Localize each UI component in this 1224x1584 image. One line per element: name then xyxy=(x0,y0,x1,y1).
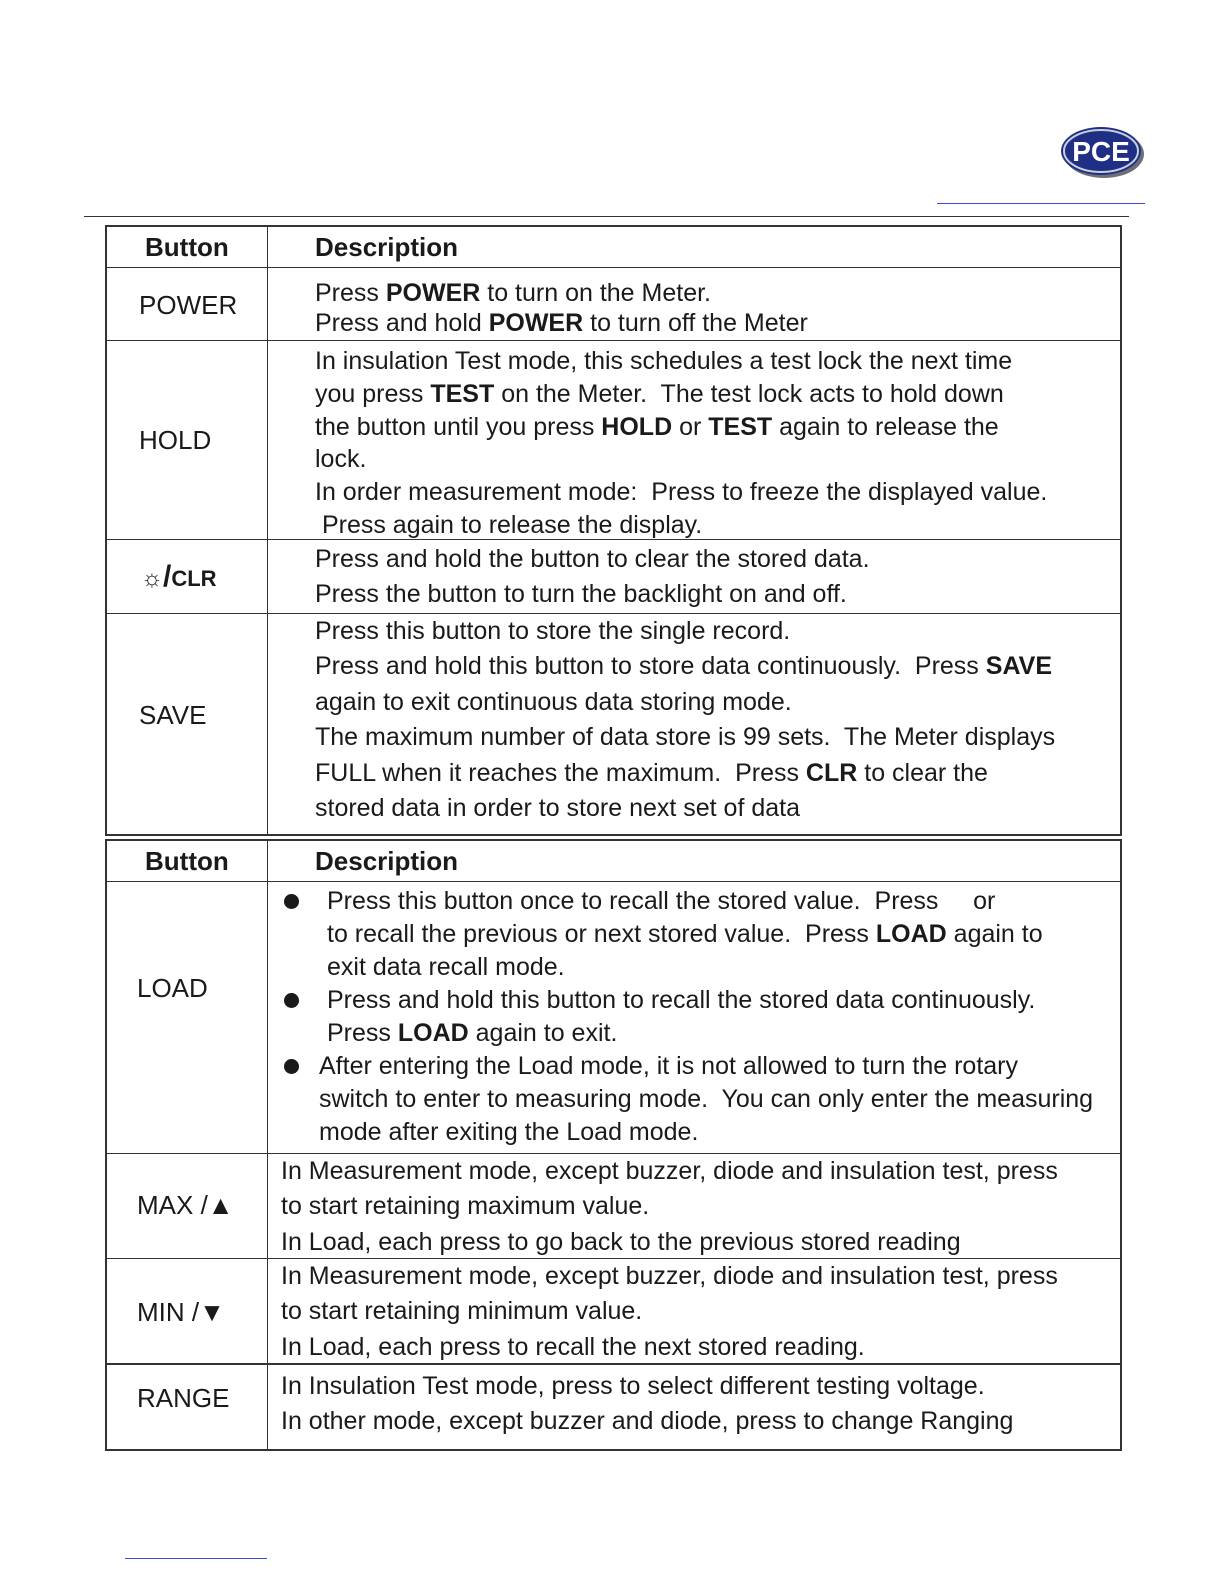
header-rule xyxy=(84,216,1129,217)
description-line: In Load, each press to recall the next stored reading. xyxy=(281,1332,865,1361)
table-row-power xyxy=(107,267,1120,341)
description-line: you press TEST on the Meter. The test lock acts to hold down xyxy=(315,379,1004,408)
button-label-range: RANGE xyxy=(137,1383,230,1413)
description-hold xyxy=(315,345,1047,542)
table-header-row xyxy=(107,841,1120,881)
description-line: exit data recall mode. xyxy=(327,953,565,981)
description-line: Press this button once to recall the stored value. Press or xyxy=(327,887,996,915)
table-row-range xyxy=(107,1363,1120,1451)
button-label-min: MIN /▼ xyxy=(137,1297,225,1327)
header-link-underline[interactable] xyxy=(937,203,1145,204)
description-clr xyxy=(315,542,870,612)
description-line: stored data in order to store next set of data xyxy=(315,794,801,823)
button-label-clr: ☼/CLR xyxy=(141,560,217,593)
table-row-min xyxy=(107,1258,1120,1364)
description-line: The maximum number of data store is 99 sets. The Meter displays xyxy=(315,723,1056,752)
col-header-button: Button xyxy=(145,846,229,876)
button-label-hold: HOLD xyxy=(139,425,212,455)
col-header-description: Description xyxy=(315,232,459,262)
description-line: After entering the Load mode, it is not allowed to turn the rotary xyxy=(319,1052,1019,1080)
description-max xyxy=(281,1154,1058,1260)
table-row-save xyxy=(107,613,1120,834)
description-range xyxy=(281,1369,1013,1440)
description-line: Press and hold the button to clear the stored data. xyxy=(315,545,870,573)
description-line: to start retaining minimum value. xyxy=(281,1297,643,1326)
bullet-icon xyxy=(284,993,299,1008)
description-save xyxy=(315,614,1055,826)
bullet-icon xyxy=(284,1059,299,1074)
table-row-max xyxy=(107,1153,1120,1258)
bullet-icon xyxy=(284,894,299,909)
description-line: Press POWER to turn on the Meter. xyxy=(315,279,712,307)
description-line: In order measurement mode: Press to freeze the displayed value. xyxy=(315,478,1048,507)
description-line: switch to enter to measuring mode. You can only enter the measuring xyxy=(319,1085,1094,1113)
description-line: mode after exiting the Load mode. xyxy=(319,1118,699,1146)
description-min xyxy=(281,1259,1058,1365)
table-row-hold xyxy=(107,340,1120,540)
description-line: Press and hold this button to recall the stored data continuously. xyxy=(327,986,1036,1014)
description-line: In Measurement mode, except buzzer, diode and insulation test, press xyxy=(281,1157,1058,1185)
footer-link-underline[interactable] xyxy=(125,1558,267,1559)
button-label-load: LOAD xyxy=(137,973,208,1003)
description-line: Press this button to store the single record. xyxy=(315,617,791,645)
description-line: In insulation Test mode, this schedules a test lock the next time xyxy=(315,347,1013,375)
table-header-row xyxy=(107,227,1120,267)
col-header-button: Button xyxy=(145,232,229,262)
button-label-save: SAVE xyxy=(139,700,207,730)
description-line: FULL when it reaches the maximum. Press CLR to clear the xyxy=(315,758,988,787)
col-header-description: Description xyxy=(315,846,459,876)
description-line: lock. xyxy=(315,445,367,474)
load-bullet-3 xyxy=(319,1050,1093,1149)
description-line: Press again to release the display. xyxy=(315,510,703,539)
description-line: In Load, each press to go back to the previous stored reading xyxy=(281,1227,961,1256)
button-label-power: POWER xyxy=(139,290,238,320)
description-line: In other mode, except buzzer and diode, press to change Ranging xyxy=(281,1407,1014,1436)
button-label-max: MAX /▲ xyxy=(137,1190,234,1220)
description-line: to recall the previous or next stored value. Press LOAD again to xyxy=(327,920,1043,948)
logo-text: PCE xyxy=(1072,136,1130,167)
load-bullet-1 xyxy=(327,885,1043,984)
description-line: Press LOAD again to exit. xyxy=(327,1019,618,1047)
backlight-icon: ☼ xyxy=(141,565,163,592)
button-table-1 xyxy=(105,225,1122,836)
pce-logo xyxy=(1059,125,1145,179)
description-line: Press the button to turn the backlight on and off. xyxy=(315,580,847,608)
description-line: the button until you press HOLD or TEST again to release the xyxy=(315,412,999,441)
table-row-clr xyxy=(107,539,1120,613)
description-line: In Measurement mode, except buzzer, diode and insulation test, press xyxy=(281,1262,1058,1290)
description-power xyxy=(315,278,808,338)
description-line: Press and hold POWER to turn off the Meter xyxy=(315,309,808,337)
description-line: Press and hold this button to store data continuously. Press SAVE xyxy=(315,652,1052,681)
table-row-load xyxy=(107,881,1120,1153)
description-line: again to exit continuous data storing mode. xyxy=(315,687,792,716)
load-bullet-2 xyxy=(327,984,1035,1050)
button-table-2 xyxy=(105,839,1122,1451)
description-line: to start retaining maximum value. xyxy=(281,1192,650,1221)
description-line: In Insulation Test mode, press to select different testing voltage. xyxy=(281,1372,985,1400)
